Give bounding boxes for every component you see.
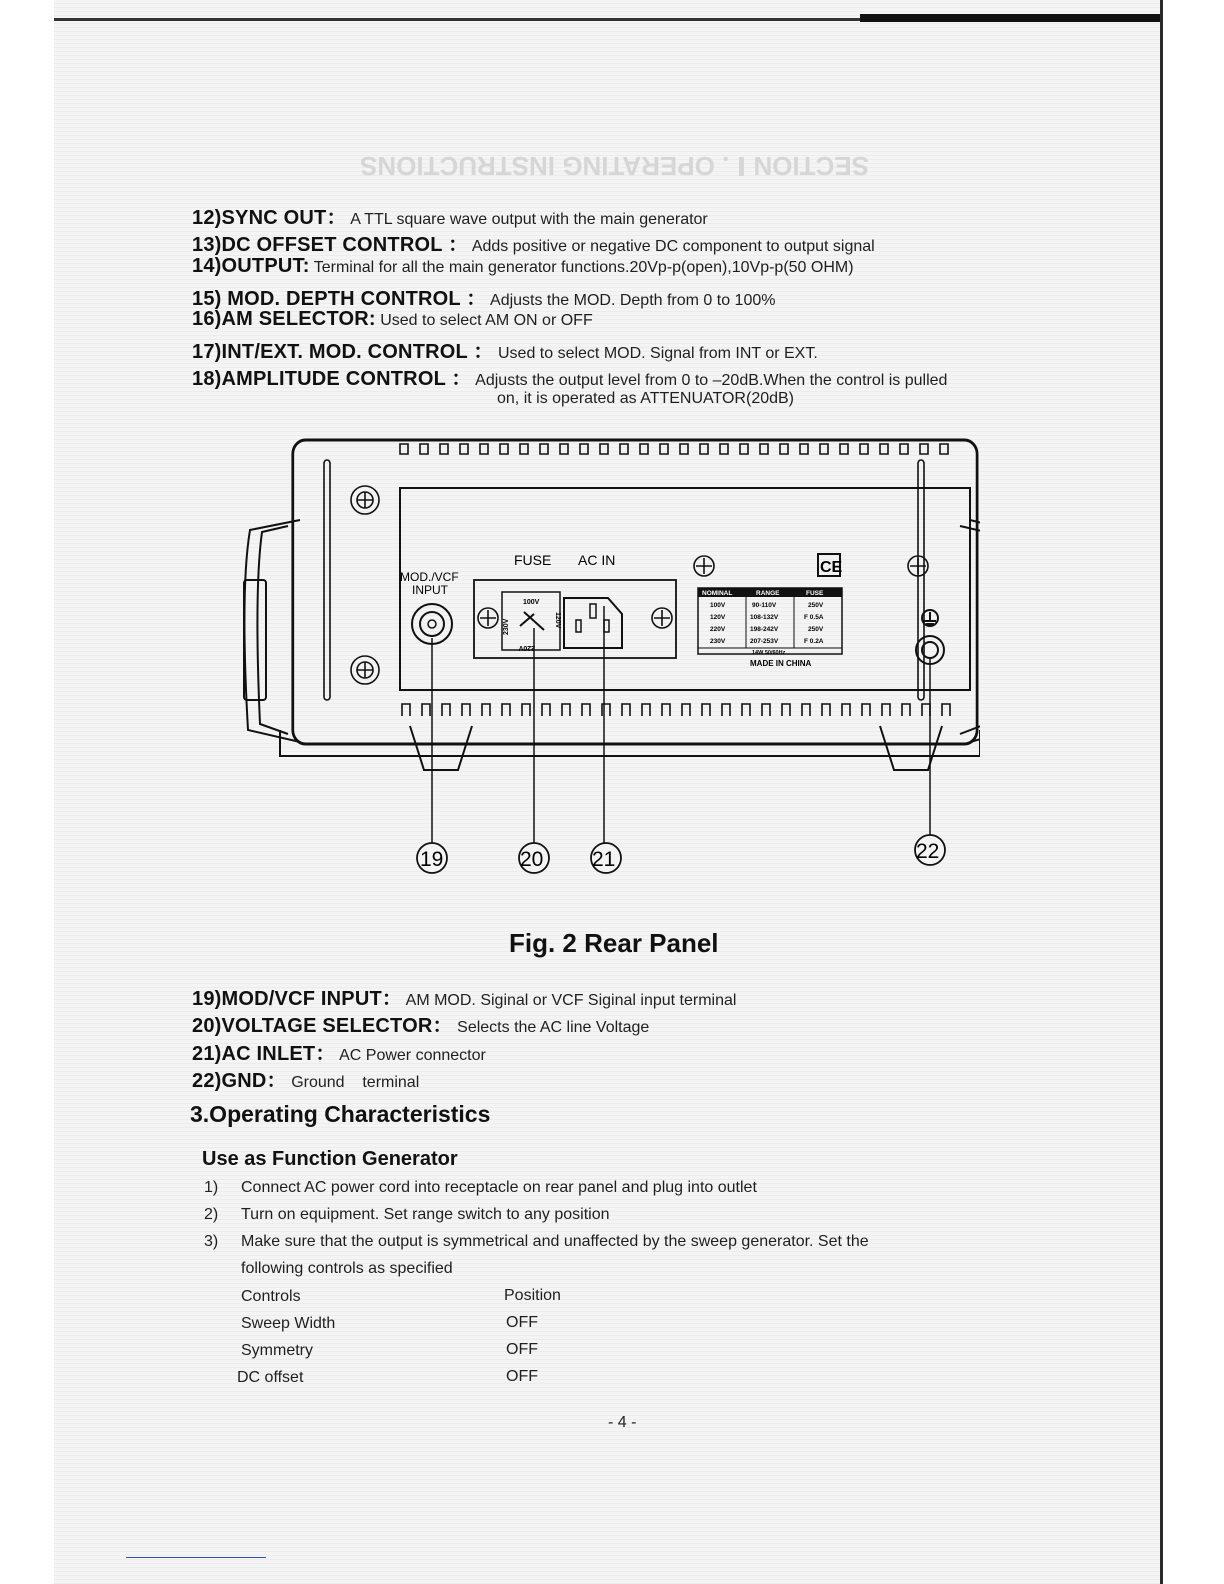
svg-text:F 0.5A: F 0.5A	[804, 614, 824, 621]
fuse-label: FUSE	[514, 552, 552, 568]
svg-text:198-242V: 198-242V	[750, 626, 779, 633]
item-21: 21)AC INLET： AC Power connector	[192, 1043, 486, 1065]
item-22: 22)GND： Ground terminal	[192, 1070, 420, 1092]
item-17: 17)INT/EXT. MOD. CONTROL ： Used to select MOD. Signal from INT or EXT.	[192, 341, 818, 363]
top-vents	[400, 444, 948, 454]
item-20: 20)VOLTAGE SELECTOR： Selects the AC line Voltage	[192, 1015, 650, 1037]
callout-22	[915, 835, 945, 865]
item-18: 18)AMPLITUDE CONTROL ： Adjusts the output level from 0 to –20dB.When the control is pulled	[192, 368, 948, 390]
section-title: 3.Operating Characteristics	[190, 1101, 491, 1127]
svg-text:220V: 220V	[710, 626, 726, 633]
svg-text:100V: 100V	[710, 602, 726, 609]
position-dc-offset: OFF	[506, 1368, 538, 1385]
rear-panel-diagram	[240, 430, 980, 880]
svg-text:230V: 230V	[710, 638, 726, 645]
callout-19	[417, 843, 447, 873]
svg-text:120V: 120V	[554, 612, 561, 629]
svg-text:NOMINAL: NOMINAL	[702, 590, 733, 597]
svg-text:100V: 100V	[523, 599, 540, 606]
svg-text:22: 22	[916, 840, 940, 863]
control-symmetry: Symmetry	[241, 1342, 313, 1359]
svg-text:90-110V: 90-110V	[752, 602, 777, 609]
mod-vcf-label: MOD./VCF	[400, 570, 459, 584]
controls-header: Controls	[241, 1288, 301, 1305]
ac-inlet	[564, 598, 622, 648]
figure-caption: Fig. 2 Rear Panel	[509, 928, 719, 958]
step-3-continuation: following controls as specified	[241, 1260, 453, 1277]
svg-text:CE: CE	[820, 559, 843, 576]
subheading: Use as Function Generator	[202, 1148, 458, 1170]
svg-text:14W 50/60Hz: 14W 50/60Hz	[752, 650, 786, 656]
position-sweep-width: OFF	[506, 1314, 538, 1331]
position-symmetry: OFF	[506, 1341, 538, 1358]
svg-text:108-132V: 108-132V	[750, 614, 779, 621]
item-15: 15) MOD. DEPTH CONTROL ： Adjusts the MOD. Depth from 0 to 100%	[192, 288, 776, 310]
svg-text:20: 20	[520, 848, 544, 871]
callout-20	[519, 843, 549, 873]
svg-text:19: 19	[420, 848, 444, 871]
item-13: 13)DC OFFSET CONTROL ： Adds positive or negative DC component to output signal	[192, 234, 875, 256]
ac-in-label: AC IN	[578, 552, 616, 568]
svg-text:250V: 250V	[808, 602, 824, 609]
top-rule-shadow	[860, 14, 1160, 22]
item-14: 14)OUTPUT: Terminal for all the main generator functions.20Vp-p(open),10Vp-p(50 OHM)	[192, 255, 854, 277]
svg-text:F 0.2A: F 0.2A	[804, 638, 824, 645]
svg-text:RANGE: RANGE	[756, 590, 780, 597]
position-header: Position	[504, 1287, 561, 1304]
callout-21	[591, 843, 621, 873]
footer-rule	[126, 1557, 266, 1558]
svg-text:220V: 220V	[518, 644, 535, 651]
input-label: INPUT	[412, 583, 448, 597]
made-in-china-label: MADE IN CHINA	[750, 659, 812, 668]
svg-text:207-253V: 207-253V	[750, 638, 779, 645]
svg-text:FUSE: FUSE	[806, 590, 824, 597]
item-19: 19)MOD/VCF INPUT： AM MOD. Siginal or VCF Siginal input terminal	[192, 988, 737, 1010]
spec-table	[698, 588, 842, 656]
svg-text:250V: 250V	[808, 626, 824, 633]
control-sweep-width: Sweep Width	[241, 1315, 336, 1332]
bottom-vents	[402, 704, 950, 716]
control-dc-offset: DC offset	[237, 1369, 304, 1386]
page-number: - 4 -	[608, 1414, 637, 1431]
bleed-through-text: SECTION Ⅰ . OPERATING INSTRUCTIONS	[360, 151, 869, 181]
svg-text:120V: 120V	[710, 614, 726, 621]
callout-leaders	[432, 606, 930, 844]
svg-text:230V: 230V	[503, 618, 510, 635]
svg-text:21: 21	[592, 848, 616, 871]
item-12: 12)SYNC OUT： A TTL square wave output with the main generator	[192, 207, 708, 229]
item-16: 16)AM SELECTOR: Used to select AM ON or OFF	[192, 308, 593, 330]
item-18-continuation: on, it is operated as ATTENUATOR(20dB)	[497, 390, 795, 407]
